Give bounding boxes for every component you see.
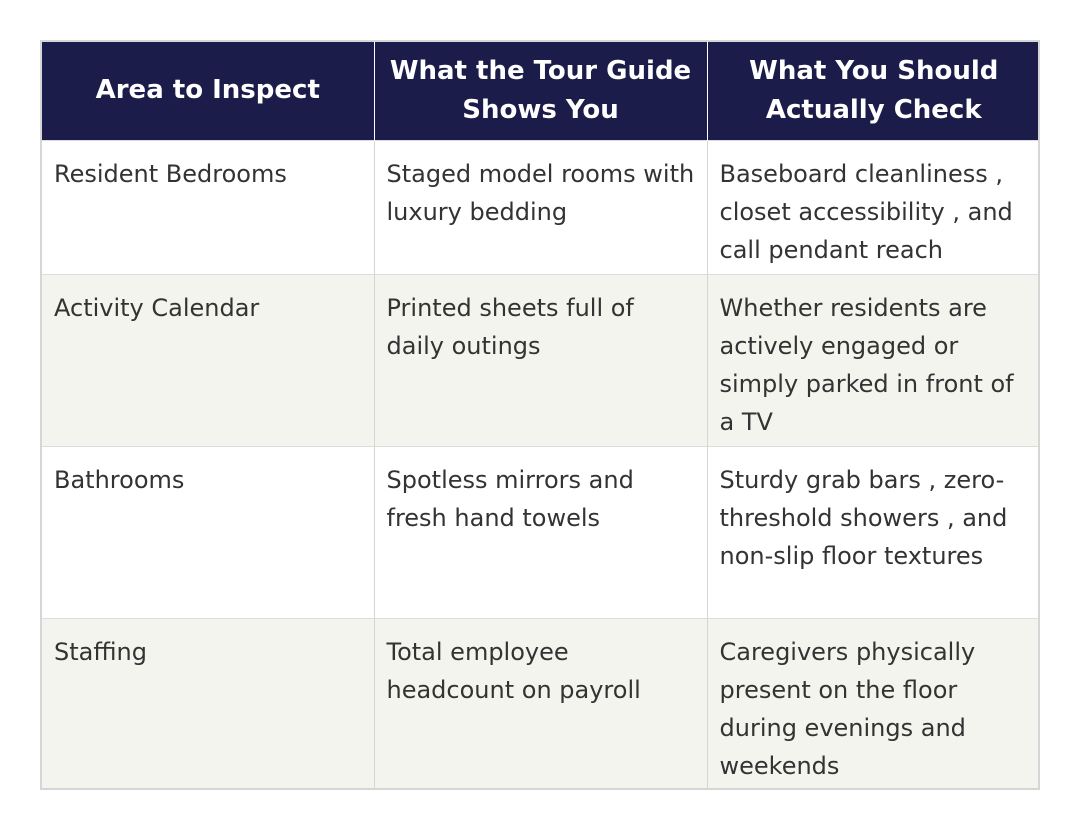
header-area-to-inspect: Area to Inspect — [42, 42, 374, 140]
cell-shown: Spotless mirrors and fresh hand towels — [374, 446, 707, 618]
table-row — [42, 446, 1040, 618]
header-actually-check: What You Should Actually Check — [707, 42, 1040, 140]
cell-check: Caregivers physically present on the floor during evenings and weekends — [707, 618, 1040, 790]
table-header — [42, 42, 1040, 140]
comparison-table — [42, 42, 1040, 790]
cell-area: Bathrooms — [42, 446, 374, 618]
cell-shown: Staged model rooms with luxury bedding — [374, 140, 707, 274]
header-row — [42, 42, 1040, 140]
table-row — [42, 618, 1040, 790]
table-row — [42, 140, 1040, 274]
cell-area: Staffing — [42, 618, 374, 790]
cell-check: Baseboard cleanliness , closet accessibility , and call pendant reach — [707, 140, 1040, 274]
table-row — [42, 274, 1040, 446]
header-tour-guide-shows: What the Tour Guide Shows You — [374, 42, 707, 140]
cell-shown: Total employee headcount on payroll — [374, 618, 707, 790]
cell-check: Sturdy grab bars , zero-threshold showers , and non-slip floor textures — [707, 446, 1040, 618]
cell-check: Whether residents are actively engaged or simply parked in front of a TV — [707, 274, 1040, 446]
table-body — [42, 140, 1040, 790]
cell-shown: Printed sheets full of daily outings — [374, 274, 707, 446]
cell-area: Activity Calendar — [42, 274, 374, 446]
comparison-table-container — [40, 40, 1040, 790]
cell-area: Resident Bedrooms — [42, 140, 374, 274]
